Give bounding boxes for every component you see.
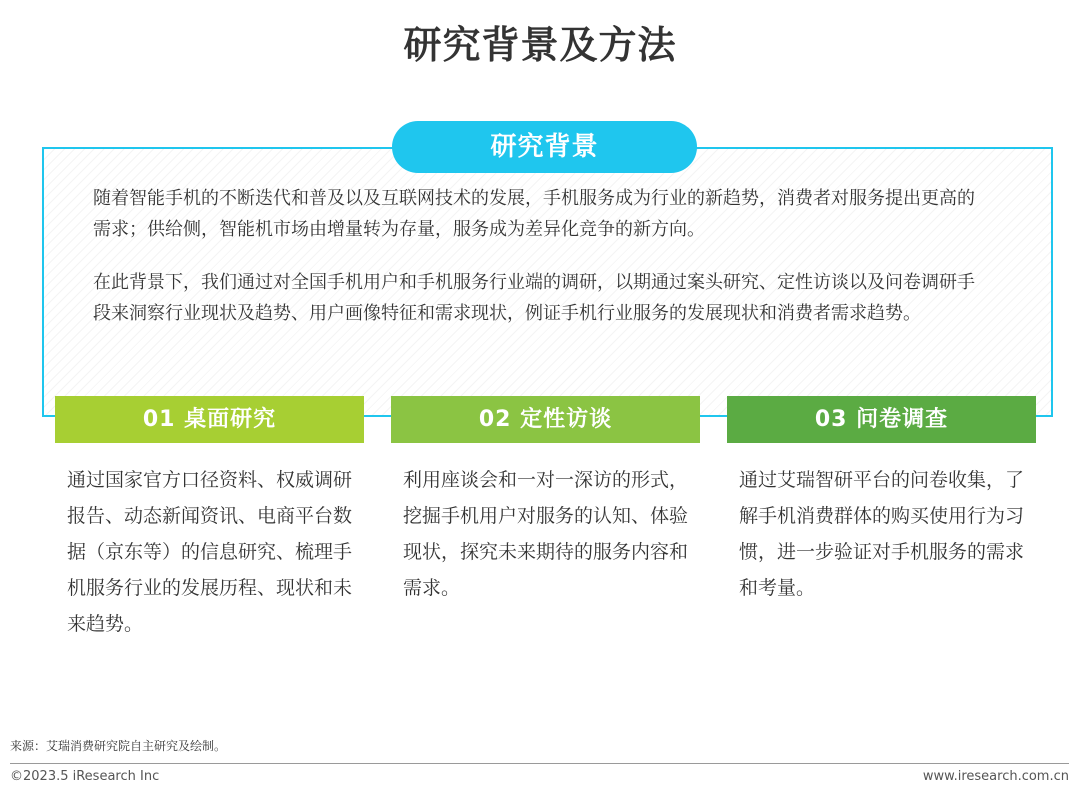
method-questionnaire-header: 03 问卷调查	[727, 396, 1036, 443]
copyright: ©2023.5 iResearch Inc	[10, 769, 160, 784]
method-desk-research-header: 01 桌面研究	[55, 396, 364, 443]
method-questionnaire-description: 通过艾瑞智研平台的问卷收集，了解手机消费群体的购买使用行为习惯，进一步验证对手机服务的需求和考量。	[739, 469, 1025, 599]
background-paragraph-2: 在此背景下，我们通过对全国手机用户和手机服务行业端的调研，以期通过案头研究、定性访谈以及问卷调研手段来洞察行业现状及趋势、用户画像特征和需求现状，例证手机行业服务的发展现状和消费者需求趋势。	[93, 272, 975, 324]
method-qualitative-interview-header: 02 定性访谈	[391, 396, 700, 443]
method-qualitative-interview-description: 利用座谈会和一对一深访的形式，挖掘手机用户对服务的认知、体验现状，探究未来期待的服务内容和需求。	[403, 469, 689, 599]
website-link[interactable]: www.iresearch.com.cn	[922, 769, 1069, 784]
source-note: 来源：艾瑞消费研究院自主研究及绘制。	[10, 739, 227, 753]
background-heading: 研究背景	[392, 121, 697, 173]
footer-divider	[10, 763, 1069, 764]
method-desk-research-description: 通过国家官方口径资料、权威调研报告、动态新闻资讯、电商平台数据（京东等）的信息研究、梳理手机服务行业的发展历程、现状和未来趋势。	[67, 469, 353, 635]
background-paragraph-1: 随着智能手机的不断迭代和普及以及互联网技术的发展，手机服务成为行业的新趋势，消费者对服务提出更高的需求；供给侧，智能机市场由增量转为存量，服务成为差异化竞争的新方向。	[93, 188, 975, 240]
page-title: 研究背景及方法	[403, 23, 677, 67]
